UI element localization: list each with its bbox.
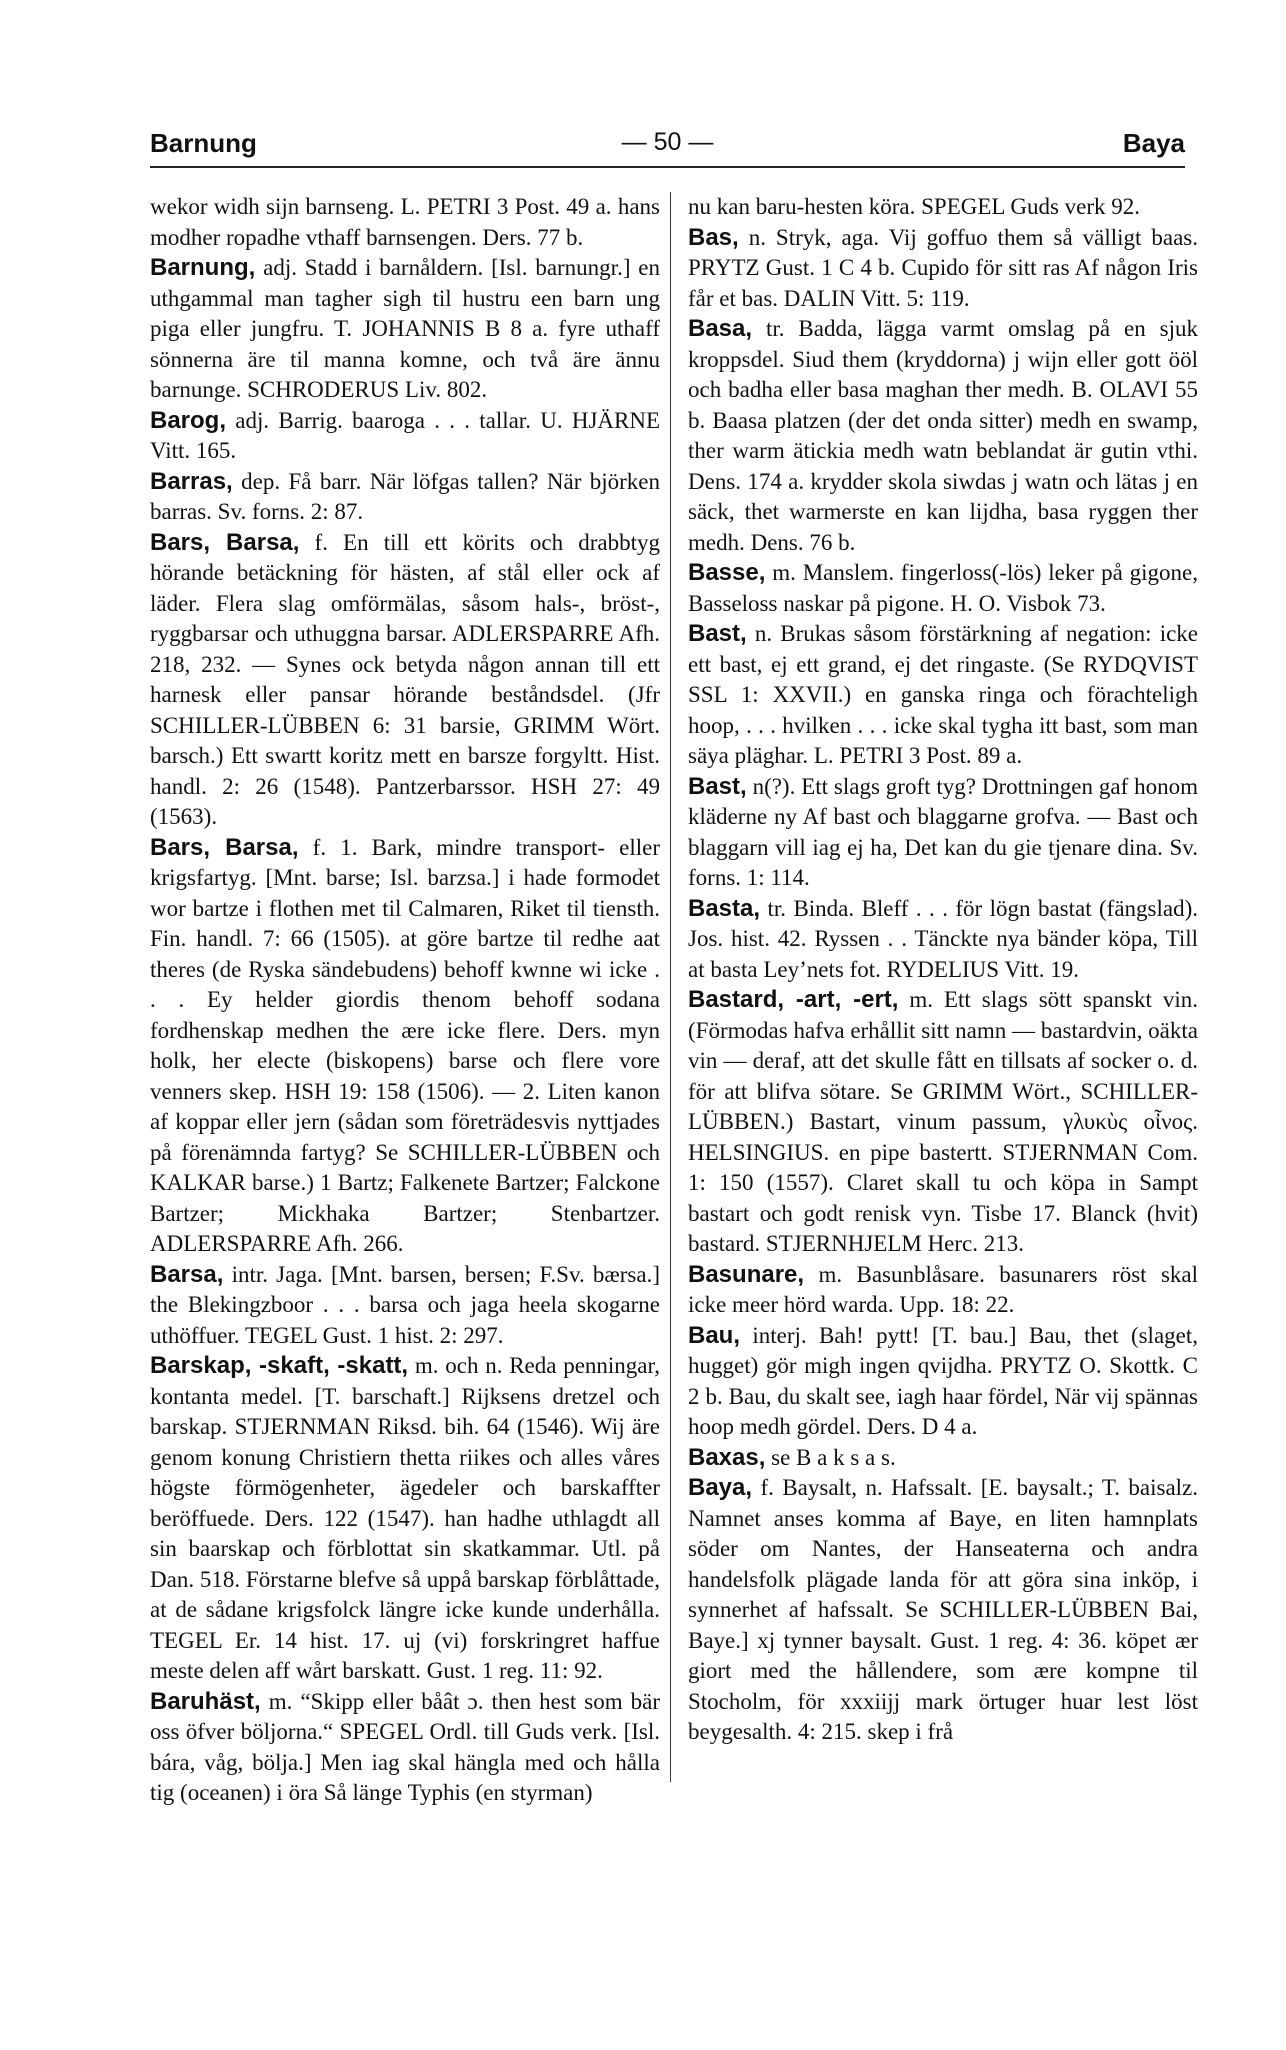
entry-text: nu kan baru-hesten köra. SPEGEL Guds verk 92. — [688, 194, 1141, 219]
entry-text: n. Brukas såsom förstärkning af negation: icke ett bast, ej ett grand, ej det ringaste. (Se RYDQVIST SSL 1: XXVII.) en ganska ringa och förachteligh hoop, . . . hvilken . . . icke skal tygha itt bast, som man säya pläghar. L. PETRI 3 Post. 89 a. — [688, 621, 1198, 768]
entry-headword: Bars, Barsa, — [150, 528, 300, 556]
column-divider — [670, 192, 671, 1782]
entry-headword: Bas, — [688, 223, 739, 251]
entry-text: tr. Badda, lägga varmt omslag på en sjuk kroppsdel. Siud them (kryddorna) j wijn eller gott ööl och badha eller basa maghan ther medh. B. OLAVI 55 b. Baasa platzen (der det onda sitter) medh en swamp, ther warm ätickia medh watn beblandat är gutin vthi. Dens. 174 a. krydder skola siwdas j watn och lätas j en säck, thet warmerste en kan lijdha, basa ryggen ther medh. Dens. 76 b. — [688, 316, 1198, 555]
entry-text: n. Stryk, aga. Vij goffuo them så välligt baas. PRYTZ Gust. 1 C 4 b. Cupido för sitt ras Af någon Iris får et bas. DALIN Vitt. 5: 119. — [688, 224, 1198, 311]
dictionary-entry — [688, 772, 1198, 894]
dictionary-entry — [150, 192, 660, 253]
entry-text: adj. Barrig. baaroga . . . tallar. U. HJÄRNE Vitt. 165. — [150, 407, 660, 463]
entry-text: se B a k s a s. — [771, 1444, 896, 1470]
entry-text: f. 1. Bark, mindre transport- eller krigsfartyg. [Mnt. barse; Isl. barzsa.] i hade formodet wor bartze i flothen met til Calmaren, Riket til tiensth. Fin. handl. 7: 66 (1505). at göre bartze til redhe aat theres (de Ryska sändebudens) behoff kwnne wi icke . . . Ey helder giordis thenom behoff sodana fordhenskap medhen the ære icke flere. Ders. myn holk, her electe (biskopens) barse och flere vore venners skep. HSH 19: 158 (1506). — 2. Liten kanon af koppar eller jern (sådan som företrädesvis nyttjades på förenämnda fartyg? Se SCHILLER-LÜBBEN och KALKAR barse.) 1 Bartz; Falkenete Bartzer; Falckone Bartzer; Mickhaka Bartzer; Stenbartzer. ADLERSPARRE Afh. 266. — [150, 834, 660, 1256]
entry-headword: Barskap, -skaft, -skatt, — [150, 1352, 409, 1379]
entry-headword: Bast, — [688, 772, 747, 800]
dictionary-entry — [688, 985, 1198, 1260]
entry-headword: Barog, — [150, 406, 227, 434]
dictionary-entry — [688, 1260, 1198, 1321]
entry-text: interj. Bah! pytt! [T. bau.] Bau, thet (slaget, hugget) gör migh ingen qvijdha. PRYTZ O. Skottk. C 2 b. Bau, du skalt see, iagh haar fördel, När vij spännas hoop medh gördel. Ders. D 4 a. — [688, 1322, 1198, 1439]
entry-headword: Basta, — [688, 894, 761, 922]
entry-text: n(?). Ett slags groft tyg? Drottningen gaf honom kläderne ny Af bast och blaggarne grofva. — Bast och blaggarn vill iag ej ha, Det kan du gie tjenare dina. Sv. forns. 1: 114. — [688, 773, 1198, 890]
dictionary-entry — [688, 894, 1198, 986]
entry-text: intr. Jaga. [Mnt. barsen, bersen; F.Sv. bærsa.] the Blekingzboor . . . barsa och jaga heela skogarne uthöffuer. TEGEL Gust. 1 hist. 2: 297. — [150, 1261, 660, 1348]
right-column — [688, 192, 1198, 1962]
entry-text: m. Basunblåsare. basunarers röst skal icke meer hörd warda. Upp. 18: 22. — [688, 1261, 1198, 1317]
entry-text: tr. Binda. Bleff . . . för lögn bastat (fängslad). Jos. hist. 42. Ryssen . . Tänckte nya bänder köpa, Till at basta Ley’nets fot. RYDELIUS Vitt. 19. — [688, 895, 1198, 982]
entry-headword: Basse, — [688, 559, 766, 586]
entry-text: f. Baysalt, n. Hafssalt. [E. baysalt.; T. baisalz. Namnet anses komma af Baye, en liten hamnplats söder om Nantes, der Hanseaterna och andra handelsfolk plägade landa för att göra sina inköp, i synnerhet af hafssalt. Se SCHILLER-LÜBBEN Bai, Baye.] xj tynner baysalt. Gust. 1 reg. 4: 36. köpet ær giort med the hållendere, som ære kompne til Stocholm, för xxxiijj mark örtuger huar lest löst beygesalth. 4: 215. skep i frå — [688, 1475, 1198, 1744]
dictionary-entry — [150, 1687, 660, 1809]
entry-text: m. Ett slags sött spanskt vin. (Förmodas hafva erhållit sitt namn — bastardvin, oäkta vin — deraf, att det skulle fått en tillsats af socker o. d. för att blifva sötare. Se GRIMM Wört., SCHILLER-LÜBBEN.) Bastart, vinum passum, γλυκὺς οἶνος. HELSINGIUS. en pipe bastertt. STJERNMAN Com. 1: 150 (1557). Claret skall tu och köpa in Sampt bastart och godt renisk vyn. Tisbe 17. Blanck (hvit) bastard. STJERNHJELM Herc. 213. — [688, 987, 1198, 1256]
dictionary-entry — [150, 1351, 660, 1687]
entry-headword: Baxas, — [688, 1443, 766, 1471]
running-header — [150, 128, 1185, 164]
entry-headword: Basa, — [688, 315, 753, 342]
entry-text: m. Manslem. fingerloss(-lös) leker på gigone, Basseloss naskar på pigone. H. O. Visbok 73. — [688, 560, 1198, 616]
entry-text: m. och n. Reda penningar, kontanta medel. [T. barschaft.] Rijksens dretzel och barskap. STJERNMAN Riksd. bih. 64 (1546). Wij äre genom konung Christiern thetta riikes och alles våres högste förmögenheter, ägedeler och barskaffter beröffuede. Ders. 122 (1547). han hadhe uthlagdt all sin baarskap och förblottat sin skatkammar. Utl. på Dan. 518. Förstarne blefve så uppå barskap förblåttade, at de sådane krigsfolck längre icke kunde underhålla. TEGEL Er. 14 hist. 17. uj (vi) forskringret haffue meste delen aff wårt barskatt. Gust. 1 reg. 11: 92. — [150, 1353, 660, 1683]
entry-text: m. “Skipp eller båât ɔ. then hest som bär oss öfver böljorna.“ SPEGEL Ordl. till Guds verk. [Isl. bára, våg, bölja.] Men iag skal hängla med och hålla tig (oceanen) i öra Så länge Typhis (en styrman) — [150, 1688, 660, 1805]
left-column — [150, 192, 660, 1962]
entry-text: adj. Stadd i barnåldern. [Isl. barnungr.] en uthgammal man tagher sigh til hustru een barn ung piga eller jungfru. T. JOHANNIS B 8 a. fyre uthaff sönnerna äre til manna komne, och två äre ännu barnunge. SCHRODERUS Liv. 802. — [150, 255, 660, 402]
dictionary-entry — [688, 1443, 1198, 1474]
entry-headword: Barras, — [150, 467, 233, 495]
dictionary-entry — [150, 467, 660, 528]
entry-headword: Barnung, — [150, 254, 256, 281]
dictionary-entry — [688, 223, 1198, 315]
dictionary-entry — [150, 253, 660, 406]
entry-headword: Bars, Barsa, — [150, 833, 299, 861]
dictionary-entry — [688, 1321, 1198, 1443]
entry-text: wekor widh sijn barnseng. L. PETRI 3 Post. 49 a. hans modher ropadhe vthaff barnsengen. Ders. 77 b. — [150, 194, 660, 250]
dictionary-entry — [688, 558, 1198, 619]
entry-headword: Basunare, — [688, 1260, 805, 1288]
dictionary-entry — [150, 528, 660, 833]
header-rule — [150, 166, 1185, 168]
entry-headword: Bast, — [688, 620, 747, 647]
entry-headword: Bau, — [688, 1321, 741, 1349]
entry-headword: Barsa, — [150, 1260, 224, 1288]
page-number: — 50 — — [621, 128, 714, 156]
entry-text: dep. Få barr. När löfgas tallen? När björken barras. Sv. forns. 2: 87. — [150, 468, 660, 524]
header-first-word: Barnung — [150, 128, 257, 158]
dictionary-entry — [688, 192, 1198, 223]
dictionary-entry — [688, 314, 1198, 558]
dictionary-entry — [150, 1260, 660, 1352]
dictionary-entry — [150, 406, 660, 467]
entry-headword: Baya, — [688, 1474, 753, 1501]
entry-text: f. En till ett körits och drabbtyg hörande betäckning för hästen, af stål eller ock af läder. Flera slag omförmälas, såsom hals-, bröst-, ryggbarsar och uthuggna barsar. ADLERSPARRE Afh. 218, 232. — Synes ock betyda någon annan till ett harnesk eller pansar hörande beståndsdel. (Jfr SCHILLER-LÜBBEN 6: 31 barsie, GRIMM Wört. barsch.) Ett swartt koritz mett en barsze forgyltt. Hist. handl. 2: 26 (1548). Pantzerbarssor. HSH 27: 49 (1563). — [150, 529, 660, 829]
entry-headword: Baruhäst, — [150, 1687, 261, 1715]
dictionary-entry — [150, 833, 660, 1260]
dictionary-entry — [688, 1473, 1198, 1748]
dictionary-entry — [688, 619, 1198, 772]
header-last-word: Baya — [1122, 128, 1185, 158]
entry-headword: Bastard, -art, -ert, — [688, 986, 899, 1013]
